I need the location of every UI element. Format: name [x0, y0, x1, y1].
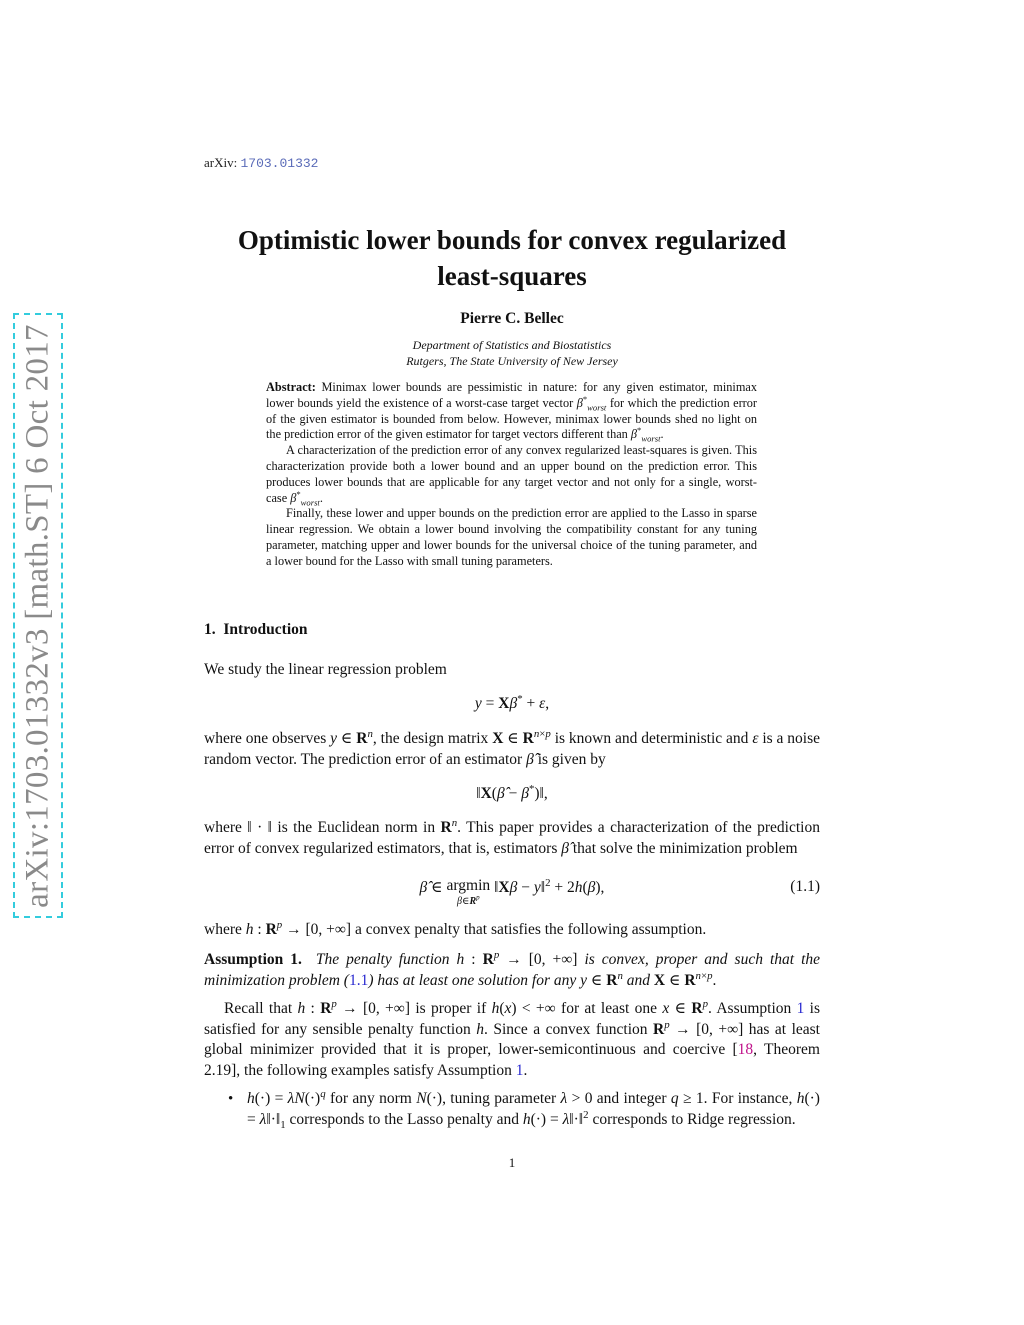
abstract-paragraph-1: Abstract: Minimax lower bounds are pessimistic in nature: for any given estimator, minimax lower bounds yield the existence of a worst-case target vector $\beta^*_{worst}$ for which the prediction error of the given estimator is bounded from below. However, minimax lower bounds shed no light on the prediction error of the given estimator for target vectors different than $\beta^*_{worst}$. [266, 380, 758, 444]
paragraph-euclidean-norm: where ‖ · ‖ is the Euclidean norm in $R^n$. This paper provides a characterization of the prediction error of convex regularized estimators, that is, estimators β̂ that solve the minimization problem [204, 816, 820, 857]
arxiv-side-stamp [13, 313, 63, 918]
arxiv-id-link[interactable]: 1703.01332 [240, 156, 319, 171]
abstract-paragraph-3: Finally, these lower and upper bounds on the prediction error are applied to the Lasso in sparse linear regression. We obtain a lower bound involving the compatibility constant for any tuning parameter, matching upper and lower bounds for the universal choice of the tuning parameter, and a lower bound for the Lasso with small tuning parameters. [266, 506, 757, 568]
citation-link[interactable]: 18 [737, 1041, 754, 1058]
assumption-label: Assumption 1. [204, 951, 302, 968]
author-name: Pierre C. Bellec [460, 310, 564, 327]
title-line-2: least-squares [437, 261, 587, 291]
paper-title [204, 222, 820, 294]
page-number: 1 [508, 1155, 516, 1170]
abstract-paragraph-2: A characterization of the prediction error of any convex regularized least-squares is given. This characterization provide both a lower bound and an upper bound on the prediction error. This produces lower bounds that are applicable for any target vector and not only for a single, worst-case $\beta^*_{worst}$. [266, 443, 757, 508]
assumption-ref-link-1[interactable]: 1 [796, 1000, 805, 1017]
intro-sentence: We study the linear regression problem [204, 661, 447, 678]
assumption-ref-link-2[interactable]: 1 [515, 1061, 524, 1079]
bullet-marker: • [228, 1091, 234, 1107]
equation-minimization: β̂ ∈ argmin $\beta\in R^p$ ‖Xβ − y‖$^2$ + 2h(β), [419, 876, 605, 907]
section-heading-introduction: 1. Introduction [204, 621, 308, 638]
arxiv-side-stamp-text: arXiv:1703.01332v3 [math.ST] 6 Oct 2017 [19, 323, 56, 908]
affiliation-line-2: Rutgers, The State University of New Jersey [406, 354, 618, 368]
assumption-1: Assumption 1. The penalty function h : $R^p \to [0$, +∞] is convex, proper and such that the minimization problem (1.1) has at least one solution for any y ∈ $R^n$ and X ∈ $R^{n\times p}$. [204, 948, 821, 989]
equation-ref-link[interactable]: 1.1 [348, 971, 369, 989]
equation-prediction-error: ‖X(β̂ − β*)‖, [476, 782, 548, 802]
abstract-label: Abstract: [266, 380, 316, 394]
arxiv-header-prefix: arXiv: [204, 155, 241, 170]
paragraph-recall: Recall that h : $R^p \to [0$, +∞] is proper if h(x) < +∞ for at least one x ∈ $R^p$. Assumption 1 is satisfied for any sensible penalty function h. Since a convex function $R^p \to [0$, +∞] has at least global minimizer provided that it is proper, lower-semicontinuous and coercive [18, Theorem 2.19], the following examples satisfy Assumption 1. [204, 997, 821, 1079]
affiliation-line-1: Department of Statistics and Biostatistics [412, 338, 612, 352]
paragraph-penalty: where h : $R^p \to [0$, +∞] a convex penalty that satisfies the following assumption. [204, 918, 707, 938]
equation-number: (1.1) [790, 878, 820, 895]
arxiv-header [204, 155, 318, 171]
equation-linear-model: y = Xβ* + ε, [474, 692, 550, 712]
paragraph-design-matrix: where one observes y ∈ $R^n$, the design matrix X ∈ $R^{n\times p}$ is known and deterministic and ε is a noise random vector. The prediction error of an estimator β̂ is given by [204, 727, 821, 768]
abstract [266, 380, 757, 570]
bullet-item-norm-penalty: $h(\cdot) = \lambda N(\cdot)^q$ for any norm N(·), tuning parameter λ > 0 and integer q ≥ 1. For instance, $h(\cdot) = \lambda‖\cdot‖_1$ corresponds to the Lasso penalty and h(·) = λ‖·‖$^2$ corresponds to Ridge regression. [247, 1087, 820, 1131]
title-line-1: Optimistic lower bounds for convex regularized [237, 225, 787, 255]
